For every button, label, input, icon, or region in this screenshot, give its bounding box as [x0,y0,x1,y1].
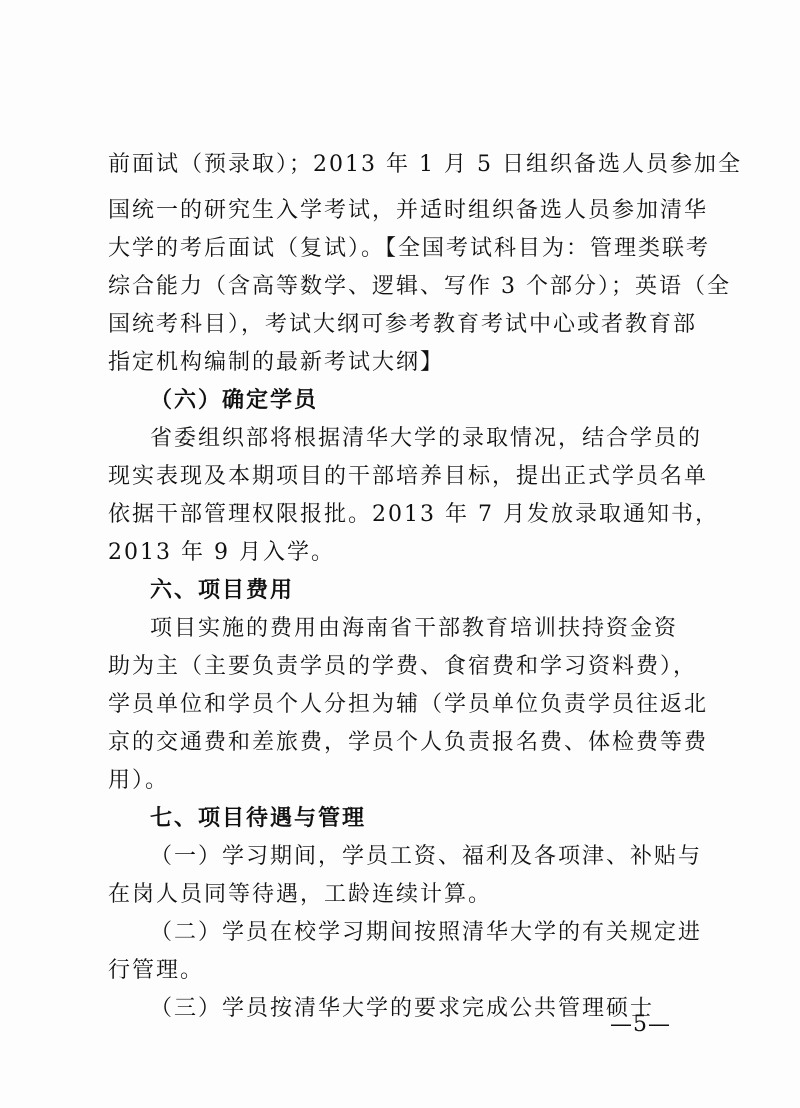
paragraph-line: 用）。 [108,768,170,793]
paragraph-line: 综合能力（含高等数学、逻辑、写作 3 个部分）；英语（全 [108,274,731,299]
paragraph-line: 国统考科目），考试大纲可参考教育考试中心或者教育部 [108,312,698,337]
paragraph-line: 国统一的研究生入学考试，并适时组织备选人员参加清华 [108,198,709,223]
paragraph-line: 指定机构编制的最新考试大纲】 [108,350,445,375]
paragraph-line: 大学的考后面试（复试）。【全国考试科目为：管理类联考 [108,236,711,261]
paragraph-line: （二）学员在校学习期间按照清华大学的有关规定进 [150,920,703,945]
paragraph-line: 助为主（主要负责学员的学费、食宿费和学习资料费）， [108,654,698,679]
paragraph-line: 行管理。 [108,958,205,983]
paragraph-line: 2013 年 9 月入学。 [108,540,335,565]
paragraph-line: 在岗人员同等待遇，工龄连续计算。 [108,882,493,907]
section-heading: 七、项目待遇与管理 [150,806,367,831]
paragraph-line: 项目实施的费用由海南省干部教育培训扶持资金资 [150,616,679,641]
paragraph-line: 依据干部管理权限报批。2013 年 7 月发放录取通知书， [108,502,719,527]
paragraph-line: 现实表现及本期项目的干部培养目标，提出正式学员名单 [108,464,709,489]
paragraph-line: 省委组织部将根据清华大学的录取情况，结合学员的 [150,426,703,451]
paragraph-line: 前面试（预录取）；2013 年 1 月 5 日组织备选人员参加全 [108,152,742,177]
section-heading: （六）确定学员 [150,388,319,413]
paragraph-line: 学员单位和学员个人分担为辅（学员单位负责学员往返北 [108,692,709,717]
paragraph-line: （一）学习期间，学员工资、福利及各项津、补贴与 [150,844,703,869]
paragraph-line: 京的交通费和差旅费，学员个人负责报名费、体检费等费 [108,730,709,755]
paragraph-line: （三）学员按清华大学的要求完成公共管理硕士 [150,996,655,1021]
page-number: —5— [610,1012,671,1037]
section-heading: 六、项目费用 [150,578,295,603]
